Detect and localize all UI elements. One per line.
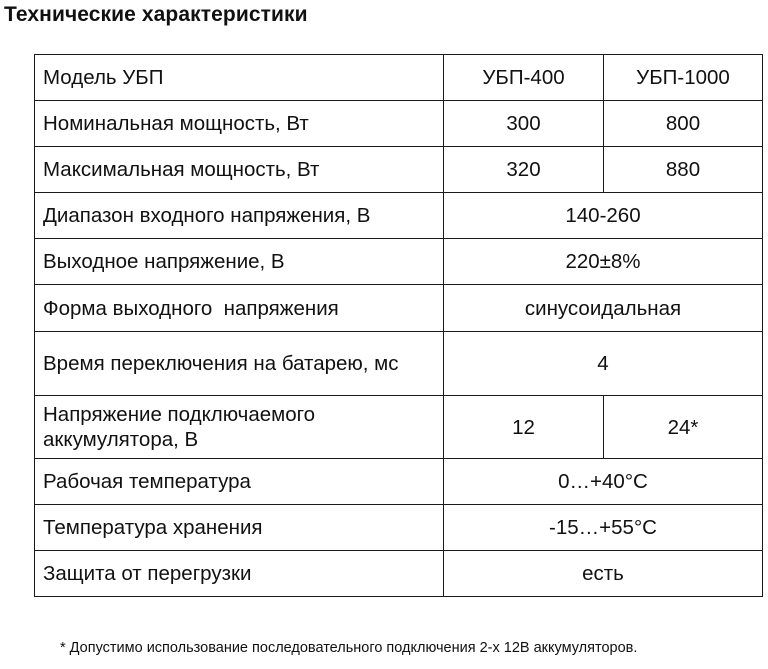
row-value-a-cell: 12	[444, 396, 604, 459]
header-model-b-cell: УБП-1000	[604, 55, 763, 101]
row-value-b-cell: 880	[604, 147, 763, 193]
row-value-b-cell: 800	[604, 101, 763, 147]
table-header-row	[35, 55, 763, 101]
table-row-waveform	[35, 285, 763, 332]
specs-table	[34, 54, 763, 597]
row-value-cell: 140-260	[444, 193, 763, 239]
table-row-storage-temp	[35, 505, 763, 551]
page-title: Технические характеристики	[4, 3, 308, 26]
row-label-cell: Защита от перегрузки	[35, 551, 444, 597]
header-label-cell: Модель УБП	[35, 55, 444, 101]
row-label-cell: Температура хранения	[35, 505, 444, 551]
row-value-cell: 220±8%	[444, 239, 763, 285]
row-label-cell: Рабочая температура	[35, 459, 444, 505]
row-value-cell: синусоидальная	[444, 285, 763, 332]
table-row-input-voltage	[35, 193, 763, 239]
table-row-operating-temp	[35, 459, 763, 505]
row-value-cell: 0…+40°C	[444, 459, 763, 505]
row-value-a-cell: 300	[444, 101, 604, 147]
row-label-cell: Номинальная мощность, Вт	[35, 101, 444, 147]
table-row-battery-voltage	[35, 396, 763, 459]
row-value-cell: -15…+55°C	[444, 505, 763, 551]
table-row-switch-time	[35, 332, 763, 396]
table-row-max-power	[35, 147, 763, 193]
row-value-b-cell: 24*	[604, 396, 763, 459]
header-model-a-cell: УБП-400	[444, 55, 604, 101]
row-label-cell: Форма выходного напряжения	[35, 285, 444, 332]
row-label-cell: Напряжение подключаемого аккумулятора, В	[35, 396, 444, 459]
row-label-cell: Максимальная мощность, Вт	[35, 147, 444, 193]
row-label-cell: Выходное напряжение, В	[35, 239, 444, 285]
table-row-nominal-power	[35, 101, 763, 147]
row-value-cell: 4	[444, 332, 763, 396]
row-value-cell: есть	[444, 551, 763, 597]
table-row-overload-protection	[35, 551, 763, 597]
table-row-output-voltage	[35, 239, 763, 285]
footnote: * Допустимо использование последовательного подключения 2-х 12В аккумуляторов.	[60, 640, 638, 656]
row-label-cell: Время переключения на батарею, мс	[35, 332, 444, 396]
row-label-cell: Диапазон входного напряжения, В	[35, 193, 444, 239]
row-value-a-cell: 320	[444, 147, 604, 193]
